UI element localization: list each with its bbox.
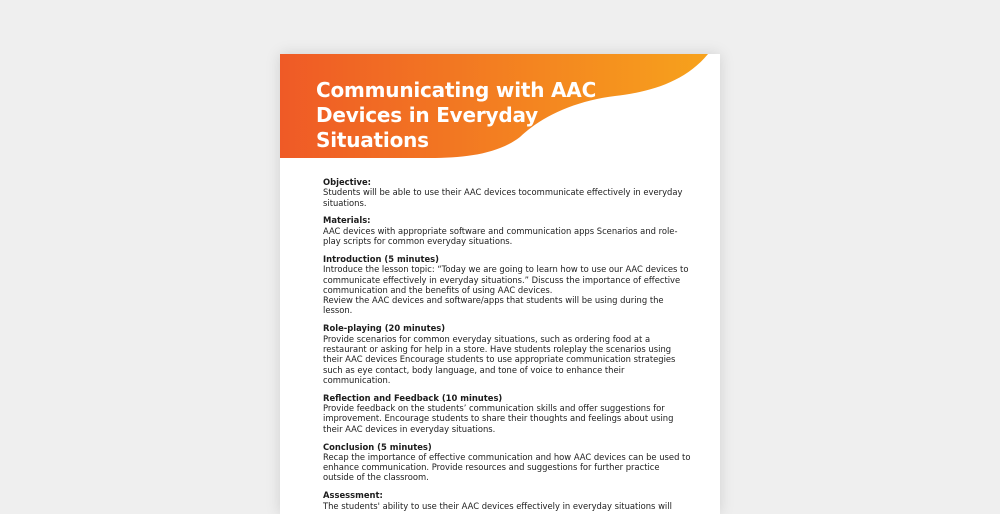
section-heading: Materials: [323, 215, 371, 226]
section-body [323, 264, 693, 315]
section-heading: Reflection and Feedback (10 minutes) [323, 392, 503, 403]
section-body [323, 403, 693, 434]
section-body [323, 226, 693, 247]
section-paragraph: Provide feedback on the students’ communication skills and offer suggestions for improvement. Encourage students to share their thoughts and feelings about using their AAC devices in everyday situations. [323, 403, 674, 434]
section [323, 254, 693, 316]
section-heading: Conclusion (5 minutes) [323, 441, 432, 452]
document-page [280, 54, 720, 514]
title-banner [280, 54, 720, 174]
section-heading: Objective: [323, 177, 371, 187]
section-paragraph: Recap the importance of effective communication and how AAC devices can be used to enhance communication. Provide resources and suggestions for further practice outside of the classroom. [323, 451, 691, 483]
section-paragraph: Provide scenarios for common everyday situations, such as ordering food at a restaurant or asking for help in a store. Have students roleplay the scenarios using their AAC devices Encourage students to use appropriate communication strategies such as eye contact, body language, and tone of voice to enhance their communication. [323, 333, 676, 385]
section-body [323, 334, 693, 385]
section-heading: Role-playing (20 minutes) [323, 323, 446, 334]
document-title: Communicating with AAC Devices in Everyday Situations [316, 78, 597, 152]
section-paragraph: AAC devices with appropriate software and communication apps Scenarios and role-play scripts for common everyday situations. [323, 225, 678, 247]
lesson-plan-body [323, 177, 693, 514]
section-paragraph: Introduce the lesson topic: “Today we are going to learn how to use our AAC devices to communicate effectively in everyday situations.” Discuss the importance of effective communication and the benefits of using AAC devices. [323, 264, 689, 295]
section [323, 323, 693, 385]
section-heading: Introduction (5 minutes) [323, 253, 439, 264]
section [323, 177, 693, 208]
section [323, 442, 693, 483]
section-body [323, 187, 693, 208]
section-paragraph: The students' ability to use their AAC devices effectively in everyday situations will [323, 500, 672, 511]
section [323, 215, 693, 246]
section-heading: Assessment: [323, 490, 383, 501]
section [323, 490, 693, 511]
section-body [323, 452, 693, 483]
section [323, 393, 693, 434]
section-body [323, 501, 693, 511]
section-paragraph: Review the AAC devices and software/apps that students will be using during the lesson. [323, 295, 664, 316]
section-paragraph: Students will be able to use their AAC devices tocommunicate effectively in everyday situations. [323, 187, 683, 208]
